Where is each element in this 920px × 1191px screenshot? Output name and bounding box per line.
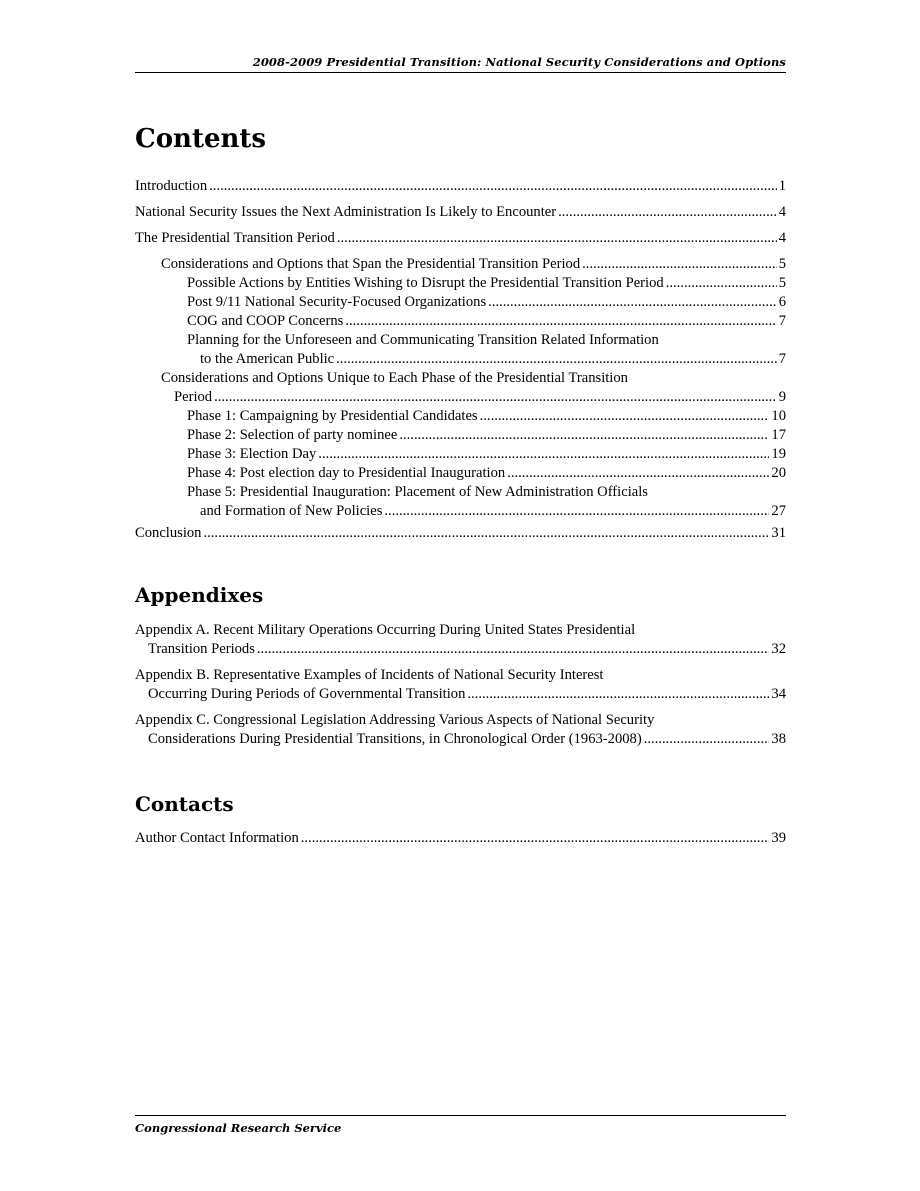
toc-entry-page: 19 <box>771 446 786 462</box>
toc-entry-label: Appendix B. Representative Examples of Incidents of National Security Interest <box>135 667 604 683</box>
toc-entry-label: Appendix A. Recent Military Operations Occurring During United States Presidential <box>135 622 636 638</box>
toc-entry-appendix-a[interactable] <box>135 621 786 659</box>
dot-leader <box>257 640 770 659</box>
dot-leader <box>666 274 777 293</box>
dot-leader <box>507 464 769 483</box>
toc-entry-post-911[interactable] <box>135 293 786 312</box>
toc-entry-label: Post 9/11 National Security-Focused Organizations <box>187 294 487 310</box>
toc-entry-label: National Security Issues the Next Administration Is Likely to Encounter <box>135 204 557 220</box>
toc-entry-page: 39 <box>771 830 786 846</box>
footer-text: Congressional Research Service <box>135 1121 342 1135</box>
toc-entry-page: 32 <box>771 641 786 657</box>
toc-entry-phase-considerations[interactable] <box>135 369 786 407</box>
dot-leader <box>480 407 770 426</box>
dot-leader <box>214 388 777 407</box>
toc-entry-introduction[interactable] <box>135 177 786 196</box>
dot-leader <box>399 426 769 445</box>
toc-entry-label: Phase 4: Post election day to Presidential Inauguration <box>187 465 506 481</box>
contacts-toc <box>135 829 786 848</box>
contents-toc <box>135 177 786 543</box>
toc-entry-label: Appendix C. Congressional Legislation Addressing Various Aspects of National Security <box>135 712 655 728</box>
toc-entry-cog-coop[interactable] <box>135 312 786 331</box>
toc-entry-page: 5 <box>778 256 786 272</box>
contents-heading: Contents <box>135 124 267 154</box>
toc-entry-label: Author Contact Information <box>135 830 299 846</box>
toc-entry-label: The Presidential Transition Period <box>135 230 335 246</box>
dot-leader <box>301 829 770 848</box>
toc-entry-label-cont: Considerations During Presidential Transitions, in Chronological Order (1963-2008) <box>148 731 642 747</box>
dot-leader <box>582 255 777 274</box>
toc-entry-appendix-c[interactable] <box>135 711 786 749</box>
toc-entry-label: Planning for the Unforeseen and Communicating Transition Related Information <box>187 332 659 348</box>
toc-entry-label-cont: and Formation of New Policies <box>200 503 383 519</box>
appendixes-heading: Appendixes <box>135 583 264 607</box>
dot-leader <box>318 445 769 464</box>
dot-leader <box>467 685 769 704</box>
toc-entry-page: 10 <box>771 408 786 424</box>
toc-entry-label: COG and COOP Concerns <box>187 313 344 329</box>
toc-entry-label: Phase 1: Campaigning by Presidential Candidates <box>187 408 478 424</box>
dot-leader <box>337 229 777 248</box>
toc-entry-label: Phase 2: Selection of party nominee <box>187 427 398 443</box>
toc-entry-label: Considerations and Options that Span the Presidential Transition Period <box>161 256 581 272</box>
toc-entry-page: 27 <box>771 503 786 519</box>
dot-leader <box>345 312 776 331</box>
toc-entry-conclusion[interactable] <box>135 524 786 543</box>
toc-entry-page: 7 <box>778 313 786 329</box>
appendixes-toc <box>135 621 786 749</box>
toc-entry-page: 5 <box>778 275 786 291</box>
toc-entry-page: 31 <box>771 525 786 541</box>
toc-entry-label-cont: Transition Periods <box>148 641 255 657</box>
toc-entry-transition-period[interactable] <box>135 229 786 248</box>
dot-leader <box>384 502 769 521</box>
toc-entry-phase-5[interactable] <box>135 483 786 521</box>
toc-entry-author-contact[interactable] <box>135 829 786 848</box>
toc-entry-page: 6 <box>778 294 786 310</box>
header-rule <box>135 72 786 73</box>
dot-leader <box>488 293 777 312</box>
toc-entry-phase-3[interactable] <box>135 445 786 464</box>
dot-leader <box>558 203 777 222</box>
toc-entry-label: Introduction <box>135 178 208 194</box>
contacts-heading: Contacts <box>135 792 234 816</box>
toc-entry-page: 9 <box>778 389 786 405</box>
toc-entry-span-considerations[interactable] <box>135 255 786 274</box>
toc-entry-page: 7 <box>778 351 786 367</box>
dot-leader <box>644 730 770 749</box>
toc-entry-label: Phase 3: Election Day <box>187 446 317 462</box>
toc-entry-label-cont: to the American Public <box>200 351 335 367</box>
toc-entry-label: Possible Actions by Entities Wishing to Disrupt the Presidential Transition Period <box>187 275 664 291</box>
footer-rule <box>135 1115 786 1116</box>
toc-entry-national-security-issues[interactable] <box>135 203 786 222</box>
toc-entry-page: 4 <box>778 204 786 220</box>
toc-entry-page: 1 <box>778 178 786 194</box>
toc-entry-label: Phase 5: Presidential Inauguration: Placement of New Administration Officials <box>187 484 648 500</box>
toc-entry-page: 20 <box>771 465 786 481</box>
toc-entry-planning-unforeseen[interactable] <box>135 331 786 369</box>
toc-entry-appendix-b[interactable] <box>135 666 786 704</box>
toc-entry-page: 34 <box>771 686 786 702</box>
toc-entry-label-cont: Period <box>174 389 213 405</box>
dot-leader <box>209 177 777 196</box>
dot-leader <box>203 524 769 543</box>
running-header: 2008-2009 Presidential Transition: National Security Considerations and Options <box>252 55 786 69</box>
toc-entry-label-cont: Occurring During Periods of Governmental Transition <box>148 686 466 702</box>
toc-entry-page: 4 <box>778 230 786 246</box>
toc-entry-phase-4[interactable] <box>135 464 786 483</box>
toc-entry-label: Considerations and Options Unique to Each Phase of the Presidential Transition <box>161 370 628 386</box>
toc-entry-phase-2[interactable] <box>135 426 786 445</box>
toc-entry-page: 38 <box>771 731 786 747</box>
toc-entry-phase-1[interactable] <box>135 407 786 426</box>
toc-entry-label: Conclusion <box>135 525 202 541</box>
toc-entry-page: 17 <box>771 427 786 443</box>
toc-entry-possible-actions[interactable] <box>135 274 786 293</box>
dot-leader <box>336 350 777 369</box>
